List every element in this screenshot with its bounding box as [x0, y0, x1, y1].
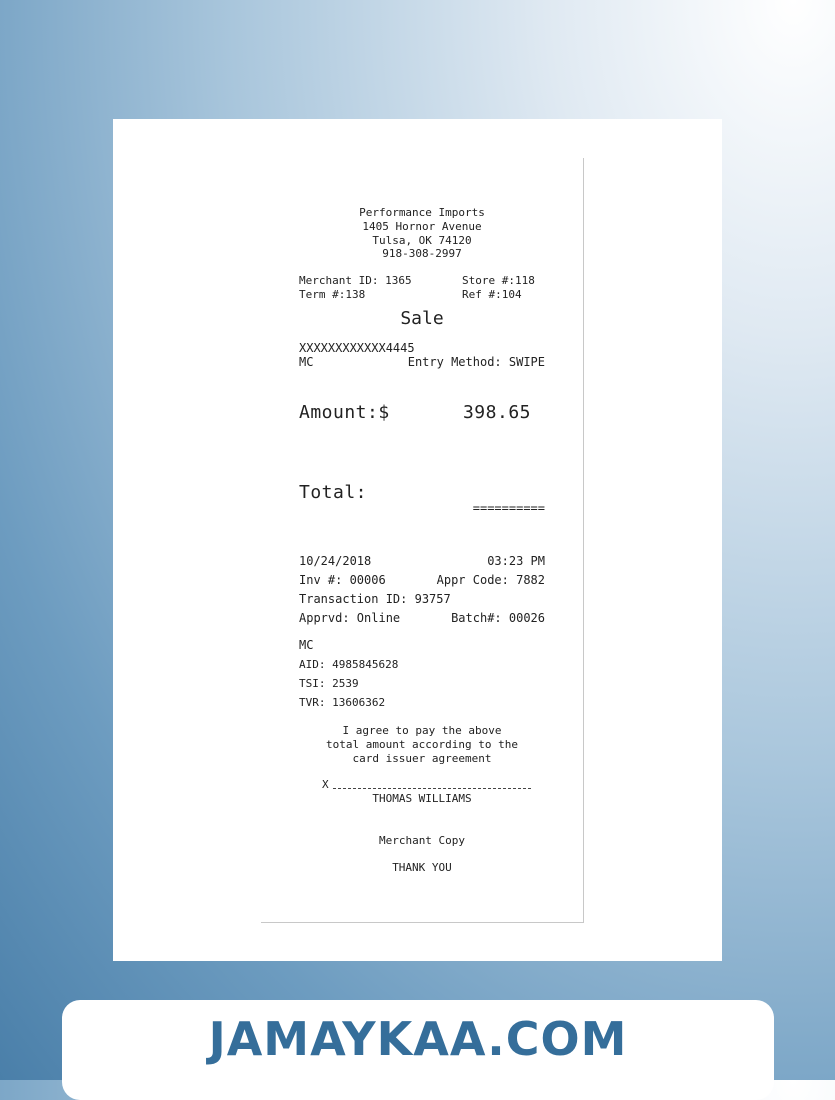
transaction-time: 03:23 PM	[487, 554, 545, 568]
transaction-date: 10/24/2018	[299, 554, 372, 568]
transaction-id: Transaction ID: 93757	[299, 592, 451, 606]
signature-mark: X	[322, 778, 329, 791]
address-line1: 1405 Hornor Avenue	[362, 220, 482, 233]
batch-number: Batch#: 00026	[451, 611, 545, 625]
merchant-phone: 918-308-2997	[382, 247, 462, 260]
invoice-number: Inv #: 00006	[299, 573, 386, 587]
signature-line	[333, 788, 531, 789]
aid: AID: 4985845628	[299, 658, 399, 671]
transaction-type: Sale	[400, 308, 444, 329]
total-rule: ==========	[472, 501, 545, 515]
receipt	[261, 158, 584, 923]
merchant-name: Performance Imports	[359, 206, 485, 219]
cardholder-name: THOMAS WILLIAMS	[372, 792, 472, 805]
agreement-line2: total amount according to the	[325, 738, 519, 751]
approval-status: Apprvd: Online	[299, 611, 401, 625]
approval-code: Appr Code: 7882	[436, 573, 545, 587]
footer-banner	[62, 1000, 774, 1100]
tvr: TVR: 13606362	[299, 696, 386, 709]
thank-you: THANK YOU	[392, 861, 452, 874]
merchant-id: Merchant ID: 1365	[299, 274, 412, 287]
agreement-line3: card issuer agreement	[352, 752, 492, 765]
amount-value: 398.65	[462, 402, 531, 423]
store-number: Store #:118	[462, 274, 535, 287]
card-brand: MC	[299, 638, 314, 652]
copy-label: Merchant Copy	[378, 834, 466, 847]
total-label: Total:	[299, 482, 368, 503]
term-number: Term #:138	[299, 288, 366, 301]
card-number: XXXXXXXXXXXX4445	[299, 341, 415, 355]
card-type: MC	[299, 355, 314, 369]
amount-label: Amount:$	[299, 402, 390, 423]
entry-method: Entry Method: SWIPE	[407, 355, 545, 369]
agreement-line1: I agree to pay the above	[342, 724, 502, 737]
site-brand: JAMAYKAA.COM	[208, 1012, 628, 1066]
address-line2: Tulsa, OK 74120	[372, 234, 472, 247]
tsi: TSI: 2539	[299, 677, 359, 690]
ref-number: Ref #:104	[462, 288, 522, 301]
